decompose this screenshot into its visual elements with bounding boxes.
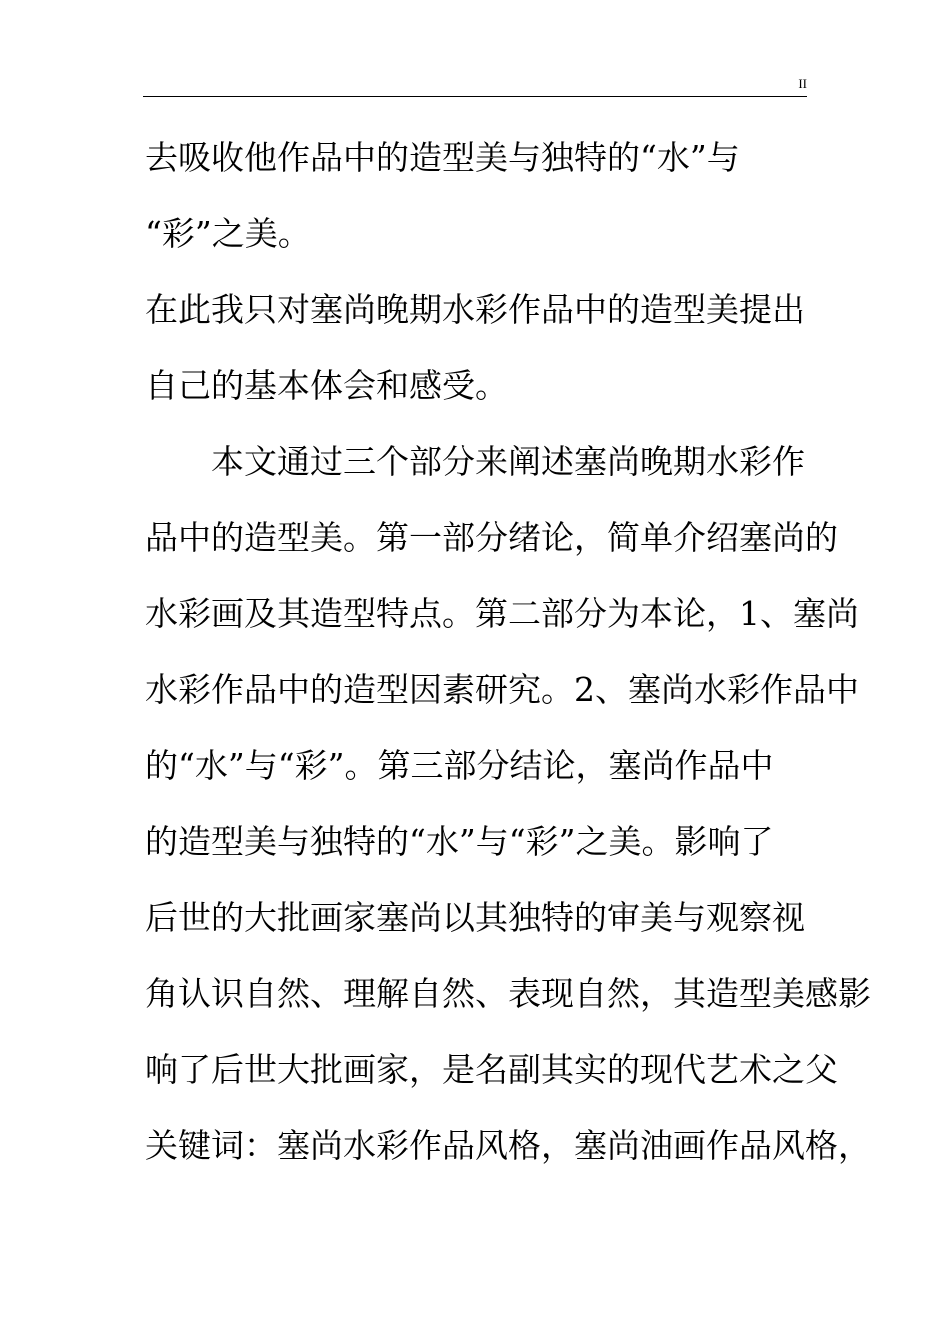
- text-line: 在此我只对塞尚晚期水彩作品中的造型美提出: [145, 290, 805, 329]
- text-line: 自己的基本体会和感受。: [145, 366, 508, 405]
- text-line: 角认识自然、理解自然、表现自然，其造型美感影: [145, 974, 871, 1013]
- text-line: 后世的大批画家塞尚以其独特的审美与观察视: [145, 898, 805, 937]
- header-rule: [143, 96, 807, 97]
- text-line: 水彩作品中的造型因素研究。2、塞尚水彩作品中: [145, 670, 859, 709]
- text-line: 品中的造型美。第一部分绪论，简单介绍塞尚的: [145, 518, 838, 557]
- page-number: II: [798, 76, 807, 91]
- text-line: 的造型美与独特的“水”与“彩”之美。影响了: [145, 822, 774, 861]
- body-text: [145, 120, 871, 1184]
- keywords-line: 关键词：塞尚水彩作品风格，塞尚油画作品风格，: [145, 1126, 871, 1165]
- text-line: 响了后世大批画家，是名副其实的现代艺术之父: [145, 1050, 838, 1089]
- text-line: “彩”之美。: [145, 214, 311, 253]
- text-line: 水彩画及其造型特点。第二部分为本论，1、塞尚: [145, 594, 859, 633]
- text-line: 的“水”与“彩”。第三部分结论，塞尚作品中: [145, 746, 774, 785]
- text-line: 去吸收他作品中的造型美与独特的“水”与: [145, 138, 740, 177]
- text-line: 本文通过三个部分来阐述塞尚晚期水彩作: [211, 442, 805, 481]
